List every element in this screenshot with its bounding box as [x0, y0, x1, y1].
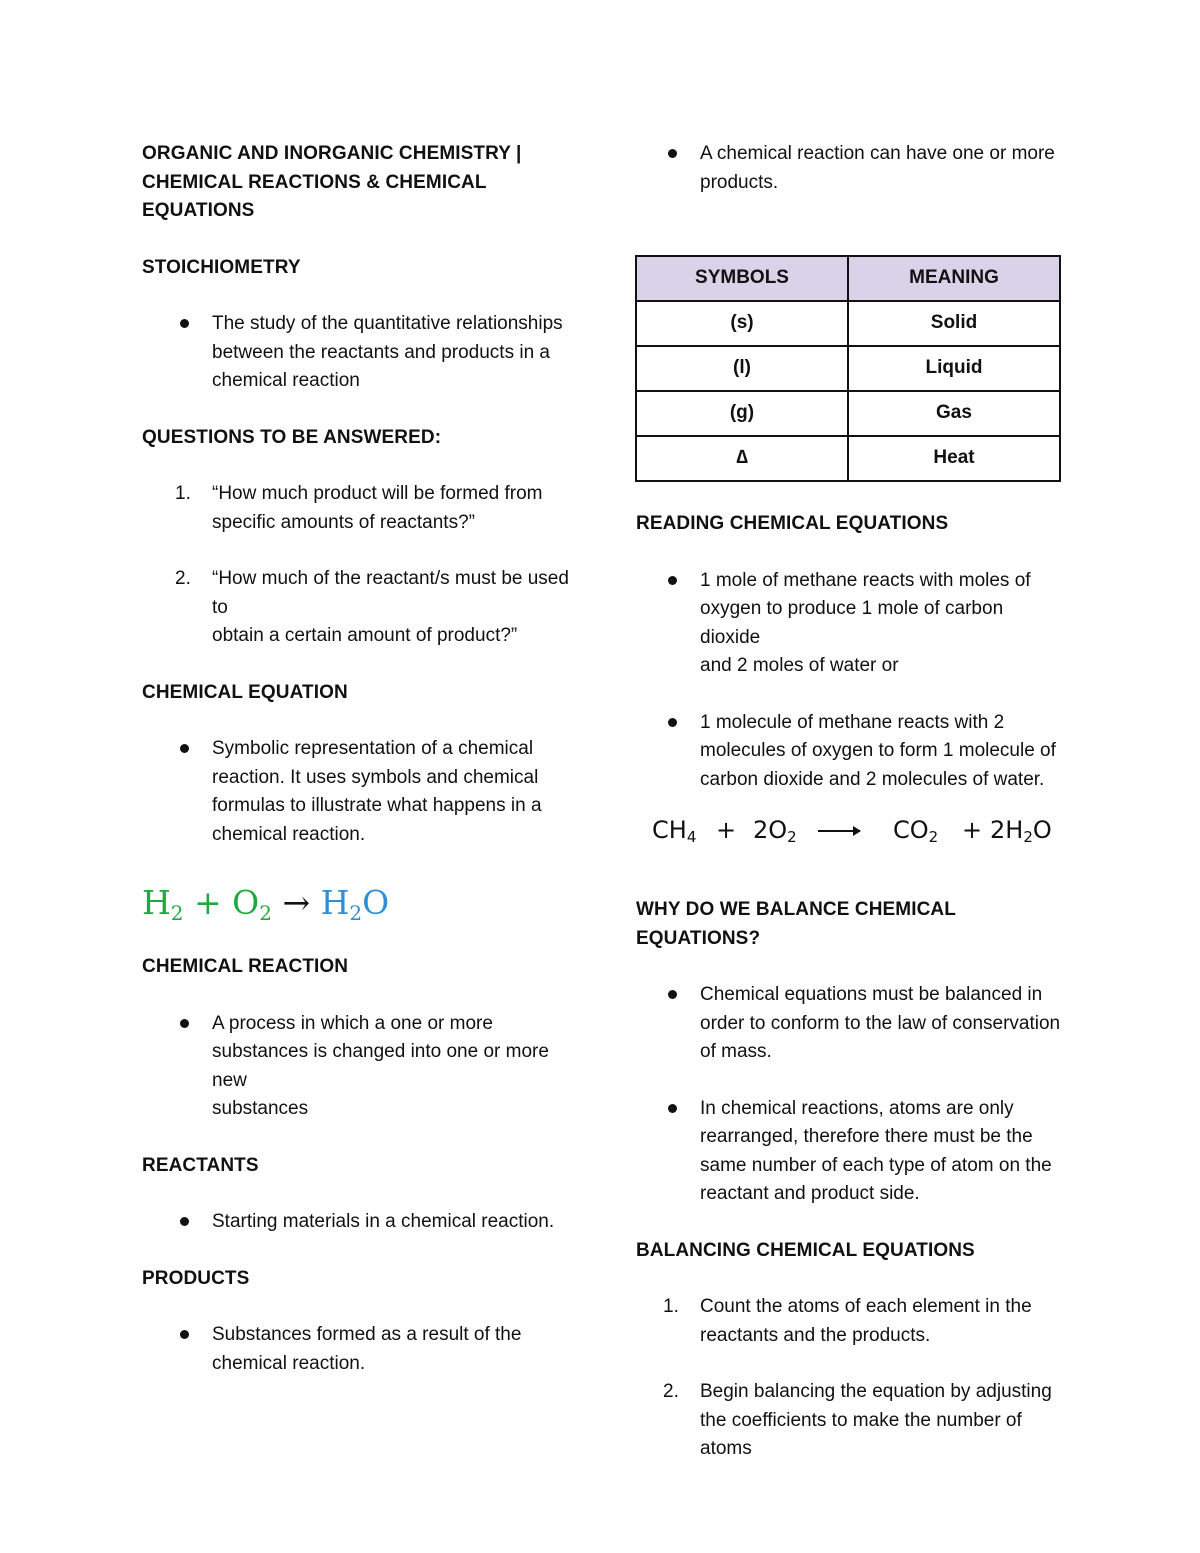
table-row — [636, 301, 1060, 346]
bullet-icon — [180, 319, 189, 328]
heading-reactants: REACTANTS — [142, 1154, 259, 1176]
column-header: SYMBOLS — [636, 256, 848, 301]
arrow-icon — [818, 830, 860, 832]
why-list — [630, 981, 1066, 1209]
heading-questions: QUESTIONS TO BE ANSWERED: — [142, 426, 442, 448]
title-line: CHEMICAL REACTIONS & CHEMICAL — [142, 171, 487, 193]
chemical-reaction-list — [142, 1010, 582, 1124]
table-cell: Heat — [848, 436, 1060, 481]
right-column — [636, 140, 1066, 1464]
water-equation: $H_2 + O_2 \to H_2O$ — [142, 883, 390, 925]
table-cell: Gas — [848, 391, 1060, 436]
list-item: Starting materials in a chemical reaction. — [142, 1208, 582, 1237]
list-item: Symbolic representation of a chemical reaction. It uses symbols and chemical formulas to illustrate what happens in a chemical reaction. — [142, 735, 582, 849]
list-item: Chemical equations must be balanced in order to conform to the law of conservation of mass. — [630, 981, 1066, 1067]
chemical-equation-list — [142, 735, 582, 849]
bullet-icon — [180, 1217, 189, 1226]
bullet-icon — [180, 1019, 189, 1028]
left-column — [142, 140, 582, 1378]
title-line: ORGANIC AND INORGANIC CHEMISTRY | — [142, 143, 522, 164]
balancing-steps — [630, 1293, 1066, 1464]
equation-term: $CH_4$ — [652, 816, 697, 846]
table-cell: (l) — [636, 346, 848, 391]
equation-plus: + — [962, 816, 983, 844]
list-item: A process in which a one or more substances is changed into one or more new substances — [142, 1010, 582, 1124]
column-header: MEANING — [848, 256, 1060, 301]
list-item: 1. “How much product will be formed from specific amounts of reactants?” — [175, 483, 543, 533]
table-cell: (g) — [636, 391, 848, 436]
bullet-icon — [180, 1330, 189, 1339]
methane-equation — [636, 794, 1066, 868]
document-title — [142, 140, 582, 226]
products-list — [142, 1321, 582, 1378]
reactants-list — [142, 1208, 582, 1237]
bullet-icon — [180, 744, 189, 753]
list-item: Substances formed as a result of the chemical reaction. — [142, 1321, 582, 1378]
bullet-icon — [668, 149, 677, 158]
heading-balancing: BALANCING CHEMICAL EQUATIONS — [636, 1239, 975, 1261]
stoichiometry-list — [142, 310, 582, 396]
list-item: A chemical reaction can have one or more products. — [630, 140, 1066, 197]
heading-why-balance: WHY DO WE BALANCE CHEMICAL EQUATIONS? — [636, 899, 956, 949]
bullet-icon — [668, 576, 677, 585]
list-item: 1 molecule of methane reacts with 2 molecules of oxygen to form 1 molecule of carbon dioxide and 2 molecules of water. — [630, 709, 1066, 795]
symbols-table — [635, 255, 1061, 482]
products-note-list — [630, 140, 1066, 197]
bullet-icon — [668, 990, 677, 999]
list-item: 2. “How much of the reactant/s must be used to obtain a certain amount of product?” — [175, 568, 569, 646]
bullet-icon — [668, 718, 677, 727]
equation-term: $2H_2O$ — [990, 816, 1052, 846]
list-item: 1 mole of methane reacts with moles of oxygen to produce 1 mole of carbon dioxide and 2 moles of water or — [630, 567, 1066, 681]
equation-plus: + — [716, 816, 737, 844]
list-item: The study of the quantitative relationships between the reactants and products in a chemical reaction — [142, 310, 582, 396]
bullet-icon — [668, 1104, 677, 1113]
arrow-icon: → — [282, 883, 311, 922]
questions-list — [142, 480, 582, 651]
heading-chemical-equation: CHEMICAL EQUATION — [142, 681, 348, 703]
equation-term: $2O_2$ — [753, 816, 797, 846]
list-item: 1. Count the atoms of each element in the reactants and the products. — [663, 1296, 1032, 1346]
heading-products: PRODUCTS — [142, 1267, 250, 1289]
table-cell: Solid — [848, 301, 1060, 346]
table-header-row — [636, 256, 1060, 301]
heading-chemical-reaction: CHEMICAL REACTION — [142, 956, 349, 977]
list-item: In chemical reactions, atoms are only rearranged, therefore there must be the same number of each type of atom on the reactant and product side. — [630, 1095, 1066, 1209]
title-line: EQUATIONS — [142, 200, 255, 221]
table-cell: ∆ — [636, 436, 848, 481]
heading-stoichiometry: STOICHIOMETRY — [142, 256, 301, 278]
equation-term: $CO_2$ — [893, 816, 939, 846]
list-item: 2. Begin balancing the equation by adjusting the coefficients to make the number of atoms — [663, 1381, 1052, 1459]
table-row — [636, 346, 1060, 391]
reading-list — [630, 567, 1066, 795]
table-cell: Liquid — [848, 346, 1060, 391]
table-cell: (s) — [636, 301, 848, 346]
table-row — [636, 436, 1060, 481]
heading-reading-equations: READING CHEMICAL EQUATIONS — [636, 513, 949, 534]
table-row — [636, 391, 1060, 436]
